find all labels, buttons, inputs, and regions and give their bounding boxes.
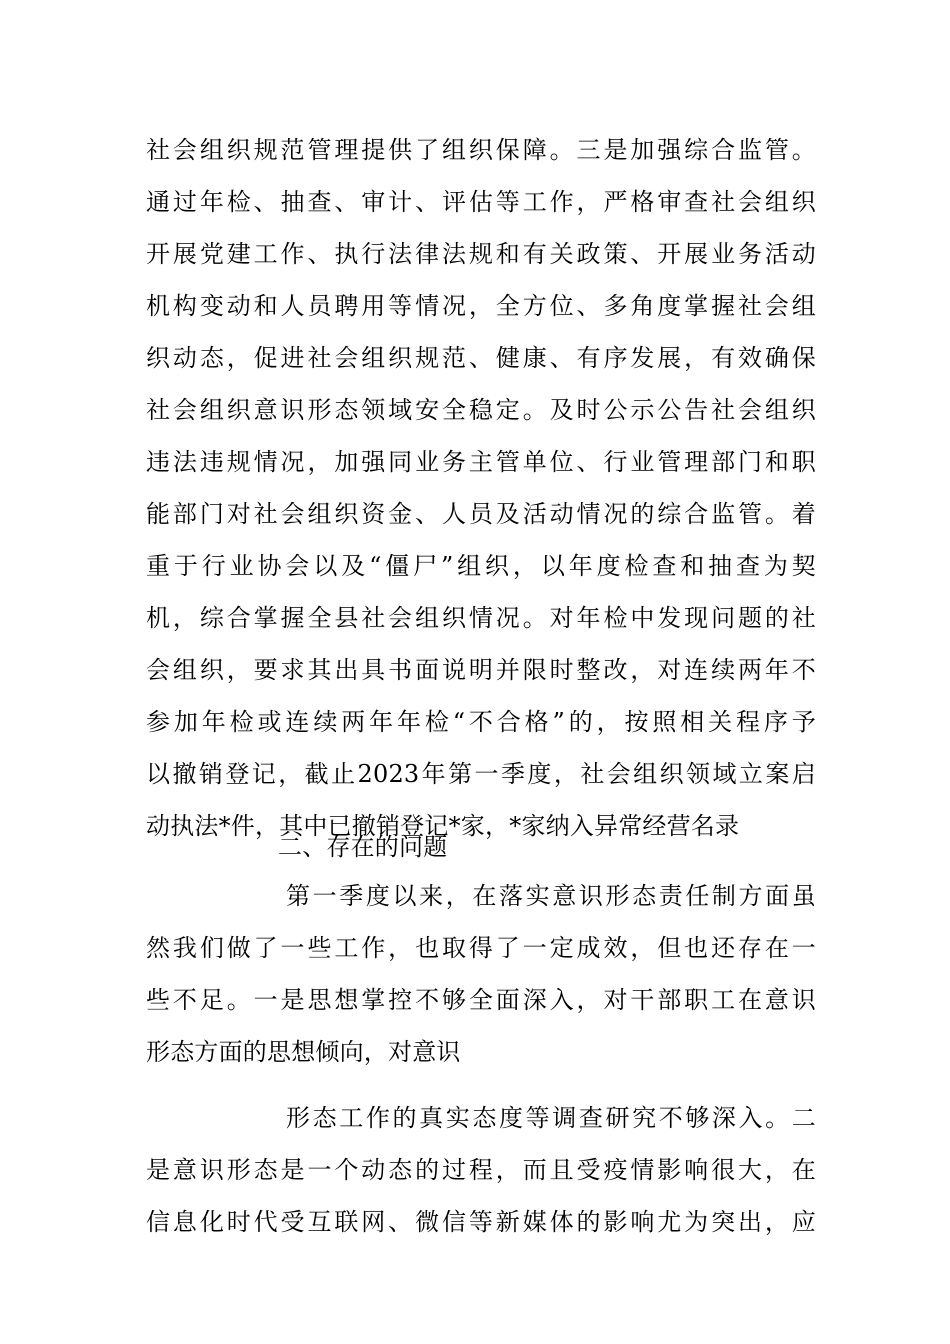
paragraph-1-line-6: 社会组织意识形态领域安全稳定。及时公示公告社会组织 <box>146 396 816 424</box>
paragraph-1-line-7: 违法违规情况，加强同业务主管单位、行业管理部门和职 <box>146 448 816 476</box>
paragraph-3-line-1: 形态工作的真实态度等调查研究不够深入。二 <box>286 1104 816 1132</box>
paragraph-2-line-2: 然我们做了一些工作，也取得了一定成效，但也还存在一 <box>146 934 816 962</box>
paragraph-1-line-5: 织动态，促进社会组织规范、健康、有序发展，有效确保 <box>146 344 816 372</box>
paragraph-1-line-13: 以撤销登记，截止2023年第一季度，社会组织领域立案启 <box>146 760 816 788</box>
paragraph-1-line-10: 机，综合掌握全县社会组织情况。对年检中发现问题的社 <box>146 604 816 632</box>
paragraph-1-line-3: 开展党建工作、执行法律法规和有关政策、开展业务活动 <box>146 240 816 268</box>
paragraph-1-line-11: 会组织，要求其出具书面说明并限时整改，对连续两年不 <box>146 656 816 684</box>
section-heading: 二、存在的问题 <box>278 833 448 861</box>
paragraph-1-line-2: 通过年检、抽查、审计、评估等工作，严格审查社会组织 <box>146 188 816 216</box>
paragraph-1-line-12: 参加年检或连续两年年检“不合格”的，按照相关程序予 <box>146 708 816 736</box>
paragraph-1-line-14: 动执法*件，其中已撤销登记*家，*家纳入异常经营名录 <box>146 812 740 840</box>
paragraph-2-line-4: 形态方面的思想倾向，对意识 <box>146 1038 461 1066</box>
paragraph-1-line-4: 机构变动和人员聘用等情况，全方位、多角度掌握社会组 <box>146 292 816 320</box>
paragraph-1-line-1: 社会组织规范管理提供了组织保障。三是加强综合监管。 <box>146 136 816 164</box>
paragraph-2-line-1: 第一季度以来，在落实意识形态责任制方面虽 <box>286 882 816 910</box>
paragraph-1-line-8: 能部门对社会组织资金、人员及活动情况的综合监管。着 <box>146 500 816 528</box>
paragraph-2-line-3: 些不足。一是思想掌控不够全面深入，对干部职工在意识 <box>146 986 816 1014</box>
paragraph-1-line-9: 重于行业协会以及“僵尸”组织，以年度检查和抽查为契 <box>146 552 816 580</box>
paragraph-3-line-3: 信息化时代受互联网、微信等新媒体的影响尤为突出，应 <box>146 1208 816 1236</box>
paragraph-3-line-2: 是意识形态是一个动态的过程，而且受疫情影响很大，在 <box>146 1156 816 1184</box>
